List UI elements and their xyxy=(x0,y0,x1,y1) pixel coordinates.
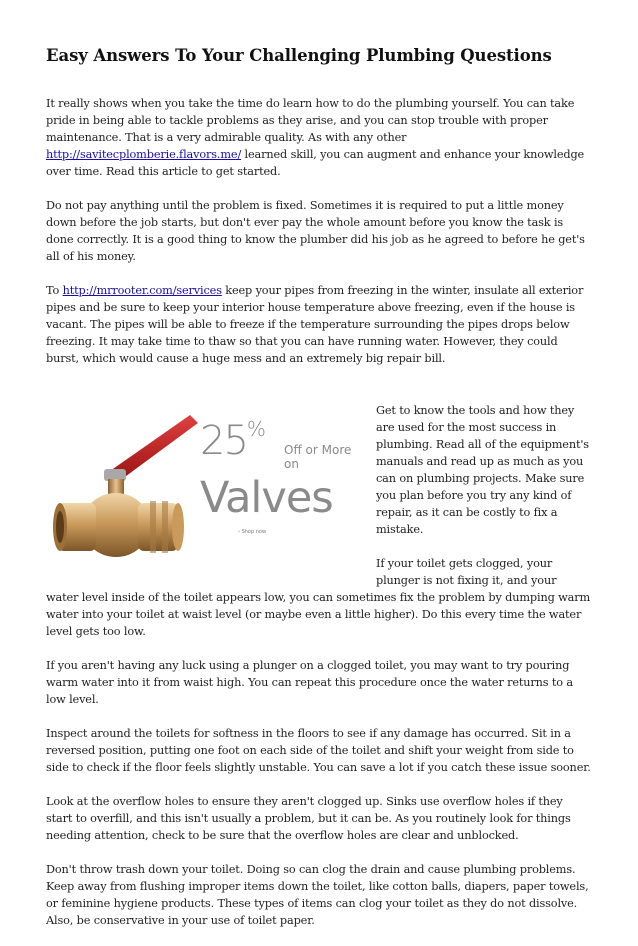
paragraph-overflow: Look at the overflow holes to ensure they aren't clogged up. Sinks use overflow holes if they start to overfill, and this isn't usually a problem, but it can be. As you routinely look for things needing attention, check to be sure that the overflow holes are clear and unblocked. xyxy=(46,795,571,842)
paragraph-text: To xyxy=(46,284,63,297)
ad-product: Valves xyxy=(200,473,333,523)
paragraph-text: keep your pipes from freezing in the winter, insulate all exterior pipes and be sure to keep your interior house temperature above freezing, even if the house is vacant. The pipes will be able to freeze if the temperature surrounding the pipes drops below freezing. It may take time to thaw so that you can have running water. However, they could burst, which would cause a huge mess and an extremely big repair bill. xyxy=(46,284,584,365)
paragraph-floor: Inspect around the toilets for softness in the floors to see if any damage has occurred. Sit in a reversed position, putting one foot on each side of the toilet and shift your weight from side to side to check if the floor feels slightly unstable. You can save a lot if you catch these issue sooner. xyxy=(46,727,591,774)
paragraph-intro xyxy=(46,95,592,180)
savitec-link[interactable]: http://savitecplomberie.flavors.me/ xyxy=(46,148,242,161)
paragraph-trash: Don't throw trash down your toilet. Doing so can clog the drain and cause plumbing problems. Keep away from flushing improper items down the toilet, like cotton balls, diapers, paper towels, or feminine hygiene products. These types of items can clog your toilet as they do not dissolve. Also, be conservative in your use of toilet paper. xyxy=(46,863,589,927)
spacer xyxy=(46,384,592,402)
ad-shop-link[interactable]: › Shop now xyxy=(238,529,267,535)
paragraph-plunger: If you aren't having any luck using a plunger on a clogged toilet, you may want to try pouring warm water into it from waist high. You can repeat this procedure once the water returns to a low level. xyxy=(46,659,573,706)
ad-percent: 25% xyxy=(200,417,264,464)
article xyxy=(46,46,592,946)
mrrooter-link[interactable]: http://mrrooter.com/services xyxy=(62,284,222,297)
paragraph-payment: Do not pay anything until the problem is fixed. Sometimes it is required to put a little money down before the job starts, but don't ever pay the whole amount before you know the task is done correctly. It is a good thing to know the plumber did his job as he agreed to before he get's all of his money. xyxy=(46,199,585,263)
paragraph-tools: Get to know the tools and how they are used for the most success in plumbing. Read all of the equipment's manuals and read up as much as you can on plumbing projects. Make sure you plan before you try any kind of repair, as it can be costly to fix a mistake. xyxy=(376,404,589,536)
paragraph-text: It really shows when you take the time do learn how to do the plumbing yourself. You can take pride in being able to tackle problems as they arise, and you can stop trouble with proper maintenance. That is a very admirable quality. As with any other xyxy=(46,97,575,144)
page-title: Easy Answers To Your Challenging Plumbing Questions xyxy=(46,46,552,65)
paragraph-toilet-clog: If your toilet gets clogged, your plunger is not fixing it, and your water level inside of the toilet appears low, you can sometimes fix the problem by dumping warm water into your toilet at waist level (or maybe even a little higher). Do this every time the water level gets too low. xyxy=(46,557,591,638)
paragraph-pipes xyxy=(46,282,592,367)
paragraph-text: learned skill, you can augment and enhance your knowledge over time. Read this article to get started. xyxy=(46,148,585,178)
ball-valve-icon xyxy=(52,407,212,583)
valve-ad-image xyxy=(52,407,362,583)
ad-off-text: Off or More on xyxy=(284,443,352,471)
